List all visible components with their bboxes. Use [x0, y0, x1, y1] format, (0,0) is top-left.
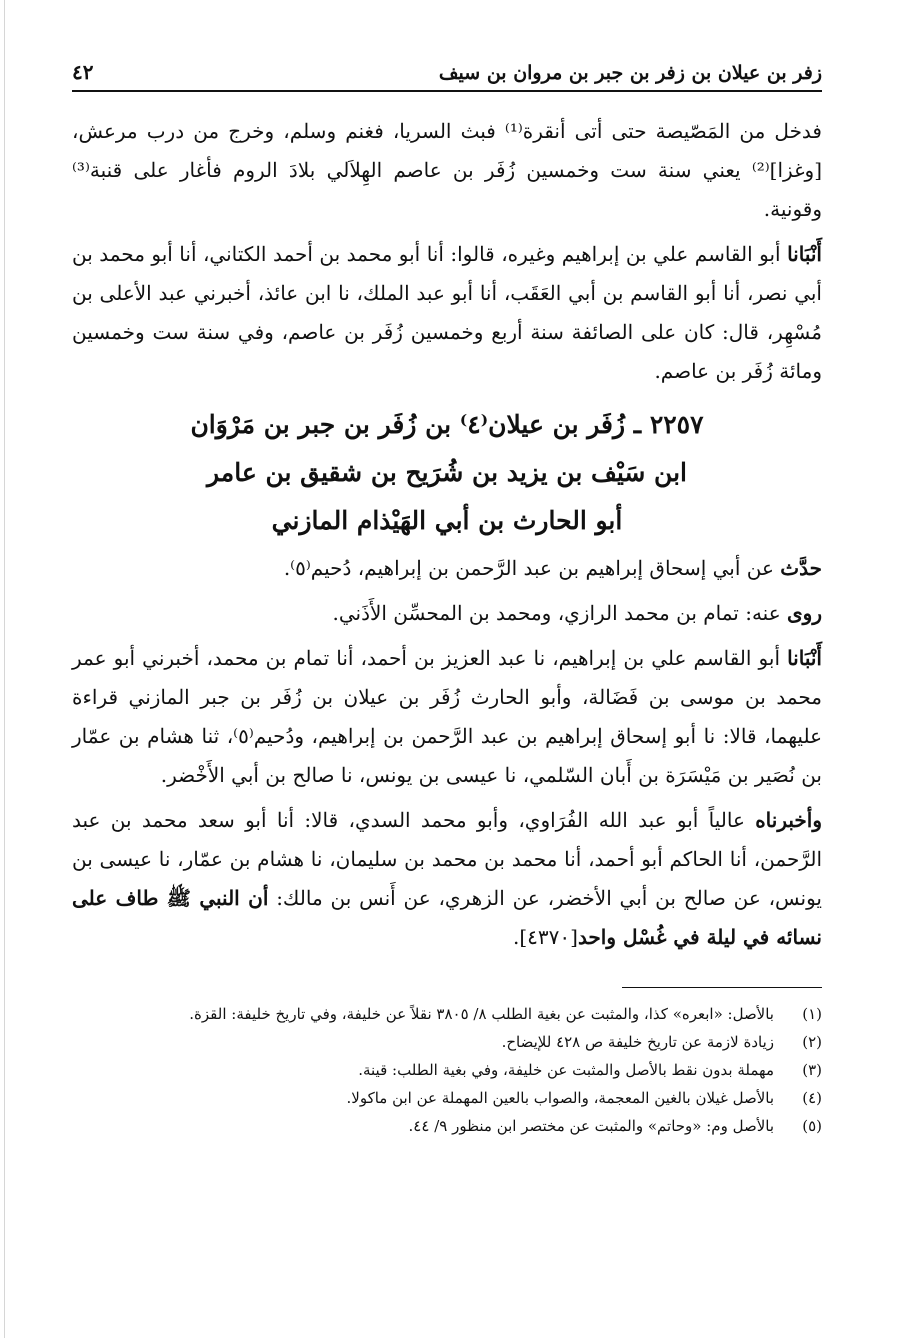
entry-title-line-3: أبو الحارث بن أبي الهَيْذام المازني	[271, 506, 623, 535]
footnote	[72, 1000, 822, 1028]
running-title: زفر بن عيلان بن زفر بن جبر بن مروان بن سيف	[438, 62, 822, 84]
paragraph-6	[72, 801, 822, 957]
paragraph-3	[72, 549, 822, 588]
entry-title	[72, 401, 822, 545]
paragraph-2	[72, 235, 822, 391]
paragraph-4-lead: روى	[787, 601, 822, 625]
paragraph-3-lead: حدَّث	[780, 556, 822, 580]
footnote	[72, 1084, 822, 1112]
paragraph-3-text: عن أبي إسحاق إبراهيم بن عبد الرَّحمن بن إبراهيم، دُحيم⁽٥⁾.	[283, 556, 781, 580]
paragraph-4-text: عنه: تمام بن محمد الرازي، ومحمد بن المحسِّن الأَذَني.	[332, 601, 788, 625]
paragraph-6-lead: وأخبرناه	[755, 808, 822, 832]
hadith-reference: [٤٣٧٠].	[512, 925, 578, 949]
hadith-text: أن النبي ﷺ طاف على نسائه في ليلة في غُسْل واحد	[72, 886, 822, 949]
footnote-text: بالأصل وم: «وحاتم» والمثبت عن مختصر ابن منظور ٩/ ٤٤.	[408, 1117, 774, 1135]
paragraph-2-lead: أَنْبَانا	[787, 242, 822, 266]
paragraph-5-lead: أَنْبَانا	[787, 646, 822, 670]
footnote-text: بالأصل: «ابعره» كذا، والمثبت عن بغية الطلب ٨/ ٣٨٠٥ نقلاً عن خليفة، وفي تاريخ خليفة: القزة.	[189, 1005, 774, 1023]
footnote	[72, 1056, 822, 1084]
footnote-number: (٣)	[802, 1061, 822, 1079]
paragraph-4	[72, 594, 822, 633]
book-page	[72, 50, 822, 1140]
footnote-number: (١)	[802, 1005, 822, 1023]
footnote-number: (٢)	[802, 1033, 822, 1051]
header-rule	[72, 90, 822, 92]
page-header	[72, 50, 822, 84]
paragraph-6-text: عالياً أبو عبد الله الفُرَاوي، وأبو محمد السدي، قالا: أنا أبو سعد محمد بن عبد الرَّحمن، أنا الحاكم أبو أحمد، أنا محمد بن محمد بن سليمان، نا هشام بن عمّار، نا عيسى بن يونس، عن صالح بن أبي الأخضر، عن الزهري، عن أَنس بن مالك:	[72, 808, 822, 910]
entry-title-line-2: ابن سَيْف بن يزيد بن شُرَيح بن شقيق بن عامر	[207, 458, 687, 487]
entry-title-line-1: ٢٢٥٧ ـ زُفَر بن عيلان⁽٤⁾ بن زُفَر بن جبر بن مَرْوَان	[190, 410, 704, 439]
paragraph-5-text: أبو القاسم علي بن إبراهيم، نا عبد العزيز بن أحمد، أنا تمام بن محمد، أخبرني أبو عمر محمد بن موسى بن فَضَالة، وأبو الحارث زُفَر بن عيلان بن زُفَر بن جبر المازني قراءة عليهما، قالا: نا أبو إسحاق إبراهيم بن عبد الرَّحمن بن إبراهيم، ودُحيم⁽٥⁾، ثنا هشام بن عمّار بن نُصَير بن مَيْسَرَة بن أَبان السّلمي، نا عيسى بن يونس، نا صالح بن أبي الأَخْضر.	[72, 646, 823, 787]
footnote-separator	[622, 987, 822, 988]
paragraph-1: فدخل من المَصّيصة حتى أتى أنقرة⁽¹⁾ فبث السريا، فغنم وسلم، وخرج من درب مرعش، [وغزا]⁽²⁾ يعني سنة ست وخمسين زُفَر بن عاصم الهِلاَلي بلادَ الروم فأغار على قنبة⁽³⁾ وقونية.	[72, 119, 822, 221]
footnote	[72, 1028, 822, 1056]
footnote-text: زيادة لازمة عن تاريخ خليفة ص ٤٢٨ للإيضاح.	[501, 1033, 774, 1051]
paragraph-5	[72, 639, 822, 795]
footnote-text: مهملة بدون نقط بالأصل والمثبت عن خليفة، وفي بغية الطلب: قينة.	[358, 1061, 774, 1079]
footnote-number: (٤)	[802, 1089, 822, 1107]
scan-edge-line	[4, 0, 5, 1338]
paragraph-2-text: أبو القاسم علي بن إبراهيم وغيره، قالوا: أنا أبو محمد بن أحمد الكتاني، أنا أبو محمد بن أبي نصر، أنا أبو القاسم بن أبي العَقَب، أنا أبو عبد الملك، نا ابن عائذ، أخبرني عبد الأعلى بن مُسْهِر، قال: كان على الصائفة سنة أربع وخمسين زُفَر بن عاصم، وفي سنة ست وخمسين ومائة زُفَر بن عاصم.	[72, 242, 822, 383]
footnote-text: بالأصل غيلان بالغين المعجمة، والصواب بالعين المهملة عن ابن ماكولا.	[346, 1089, 774, 1107]
footnotes	[72, 1000, 822, 1140]
page-number: ٤٢	[72, 60, 94, 84]
footnote-number: (٥)	[802, 1117, 822, 1135]
footnote	[72, 1112, 822, 1140]
